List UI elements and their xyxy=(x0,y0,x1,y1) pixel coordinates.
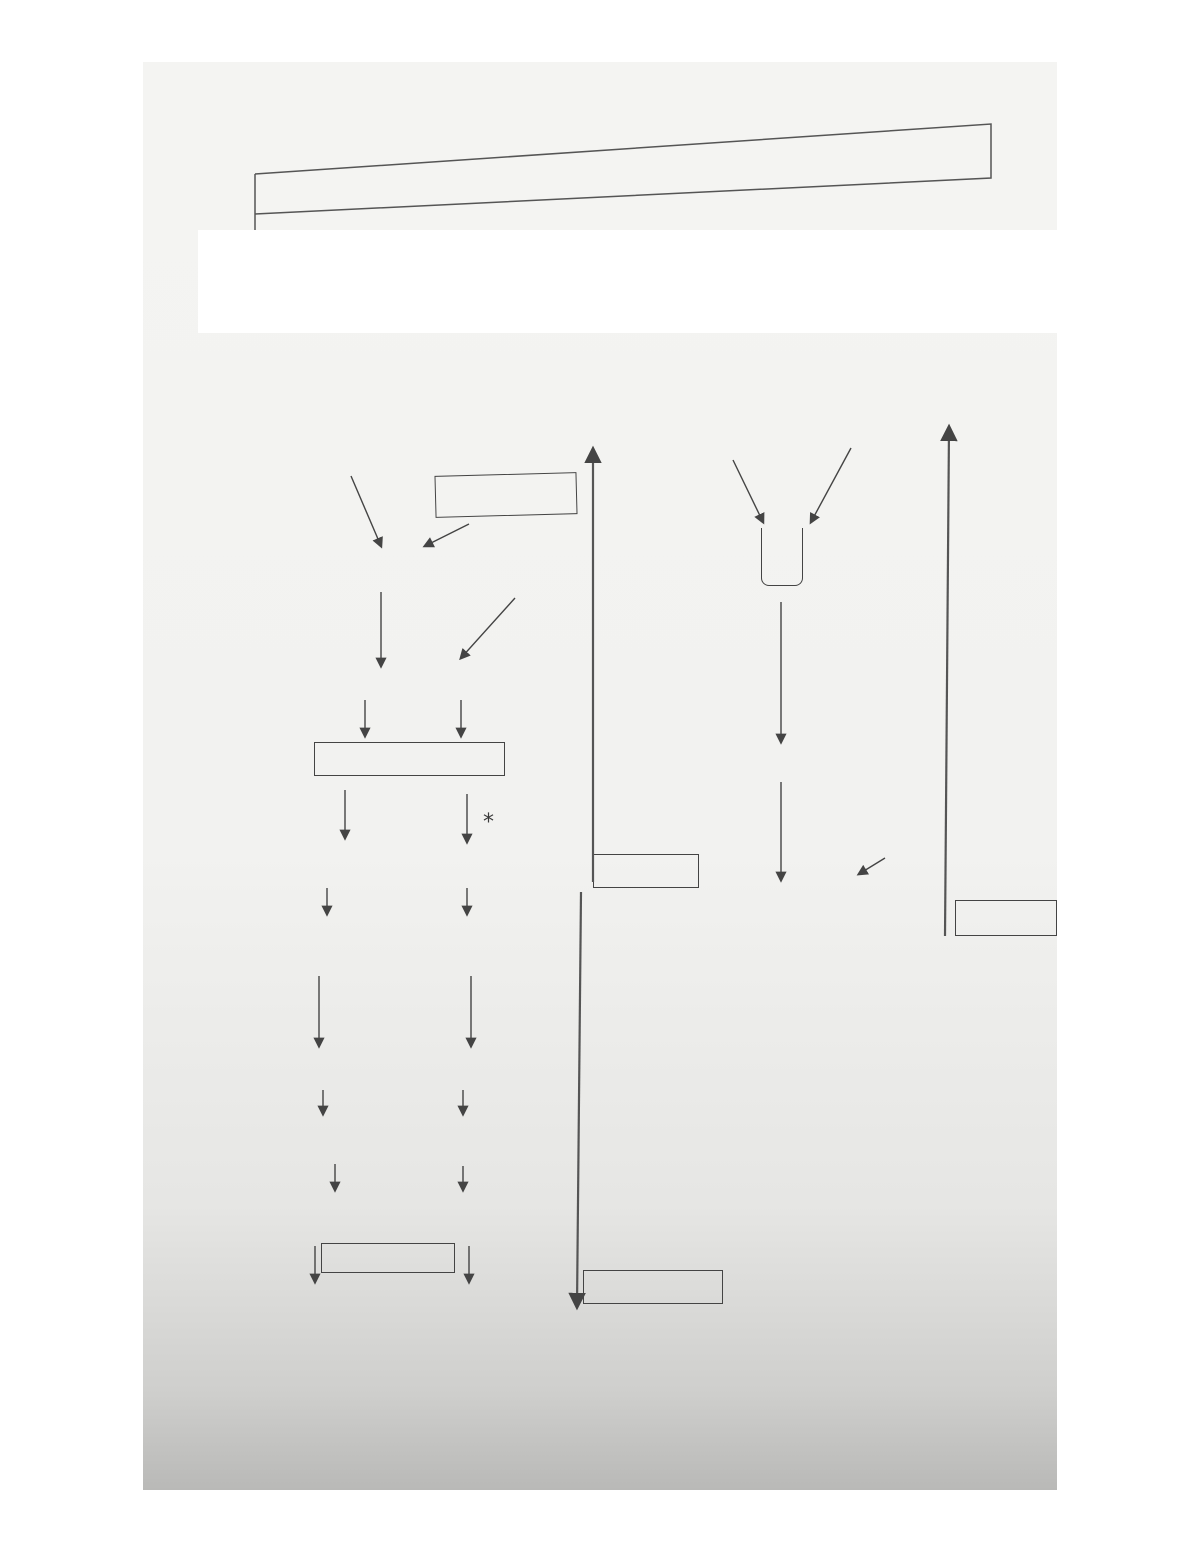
document-page xyxy=(143,62,1057,1490)
flow-arrows xyxy=(143,62,1057,1490)
star-mark-icon: * xyxy=(483,810,494,835)
